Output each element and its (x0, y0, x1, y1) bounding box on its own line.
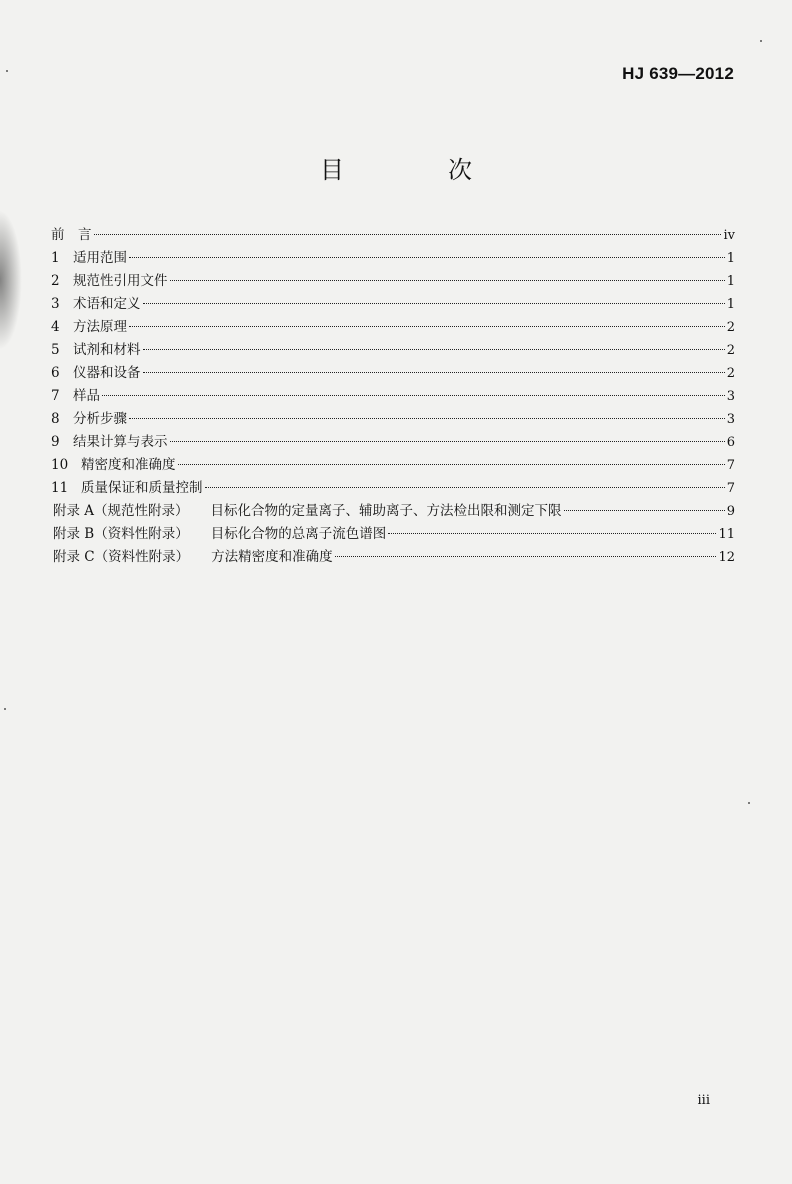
toc-entry-page: 6 (726, 435, 735, 450)
toc-leader-dots (143, 303, 725, 304)
toc-entry-number: 7 (51, 388, 60, 404)
toc-entry-label: 适用范围 (73, 250, 127, 266)
toc-entry-label: 术语和定义 (73, 296, 141, 312)
scan-speck (748, 802, 750, 804)
toc-appendix-label (51, 500, 562, 523)
toc-entry-label: 仪器和设备 (73, 365, 141, 381)
toc-leader-dots (102, 395, 725, 396)
toc-entry[interactable] (51, 454, 735, 477)
toc-leader-dots (129, 326, 725, 327)
toc-entry-page: 1 (726, 251, 735, 266)
toc-entry-page: 2 (726, 366, 735, 381)
toc-entry-number: 4 (51, 319, 60, 335)
toc-entry[interactable] (51, 385, 735, 408)
toc-leader-dots (129, 418, 725, 419)
toc-appendix-prefix: 附录 B（资料性附录） (53, 526, 189, 542)
toc-entry-label: 质量保证和质量控制 (81, 480, 203, 496)
scan-speck (4, 708, 6, 710)
toc-entry-label: 结果计算与表示 (73, 434, 168, 450)
toc-leader-dots (143, 372, 725, 373)
toc-leader-dots (178, 464, 725, 465)
scan-speck (6, 70, 8, 72)
toc-appendix-title: 目标化合物的总离子流色谱图 (210, 526, 387, 542)
toc-entry-label: 精密度和准确度 (81, 457, 176, 473)
toc-entry-number: 11 (51, 480, 69, 496)
table-of-contents (51, 224, 735, 569)
toc-entry-label: 方法原理 (73, 319, 127, 335)
toc-entry[interactable] (51, 431, 735, 454)
toc-leader-dots (143, 349, 725, 350)
toc-appendix-title: 方法精密度和准确度 (211, 549, 333, 565)
toc-leader-dots (564, 510, 725, 511)
toc-entry[interactable] (51, 477, 735, 500)
toc-entry-number: 9 (51, 434, 60, 450)
toc-entry-label: 样品 (73, 388, 100, 404)
toc-appendix-entry[interactable] (51, 546, 735, 569)
toc-entry-page: 9 (726, 504, 735, 519)
toc-entry-number: 2 (51, 273, 60, 289)
toc-entry-page: 2 (726, 343, 735, 358)
toc-entry-label: 前 言 (51, 227, 92, 243)
toc-entry-page: 11 (718, 527, 735, 542)
toc-entry-page: 12 (718, 550, 735, 565)
toc-entry-number: 5 (51, 342, 60, 358)
toc-entry-number: 10 (51, 457, 69, 473)
toc-entry-page: 1 (726, 274, 735, 289)
toc-entry-page: 7 (726, 458, 735, 473)
scan-speck (760, 40, 762, 42)
toc-entry-page: 2 (726, 320, 735, 335)
standard-number: HJ 639—2012 (622, 64, 734, 83)
toc-entry[interactable] (51, 247, 735, 270)
toc-appendix-title: 目标化合物的定量离子、辅助离子、方法检出限和测定下限 (210, 503, 562, 519)
page-title: 目 次 (320, 156, 512, 184)
toc-appendix-label (51, 546, 333, 569)
toc-entry-label: 试剂和材料 (73, 342, 141, 358)
toc-entry[interactable] (51, 339, 735, 362)
toc-entry[interactable] (51, 293, 735, 316)
toc-entry-page: iv (723, 228, 735, 243)
toc-leader-dots (129, 257, 725, 258)
toc-entry-page: 1 (726, 297, 735, 312)
toc-entry[interactable] (51, 224, 735, 247)
toc-leader-dots (170, 441, 725, 442)
toc-leader-dots (205, 487, 725, 488)
toc-leader-dots (170, 280, 725, 281)
toc-entry-label: 分析步骤 (73, 411, 127, 427)
toc-entry-number: 8 (51, 411, 60, 427)
toc-entry-label: 规范性引用文件 (73, 273, 168, 289)
toc-appendix-prefix: 附录 A（规范性附录） (53, 503, 189, 519)
page-number: iii (697, 1093, 710, 1108)
toc-entry-page: 3 (726, 389, 735, 404)
toc-entry-page: 3 (726, 412, 735, 427)
toc-appendix-entry[interactable] (51, 523, 735, 546)
toc-entry-number: 1 (51, 250, 60, 266)
toc-leader-dots (388, 533, 716, 534)
toc-entry-page: 7 (726, 481, 735, 496)
toc-entry[interactable] (51, 316, 735, 339)
toc-entry[interactable] (51, 270, 735, 293)
toc-leader-dots (94, 234, 722, 235)
scan-shadow (0, 210, 22, 350)
toc-appendix-entry[interactable] (51, 500, 735, 523)
toc-entry-number: 3 (51, 296, 60, 312)
toc-appendix-label (51, 523, 386, 546)
toc-leader-dots (335, 556, 717, 557)
toc-entry-number: 6 (51, 365, 60, 381)
toc-entry[interactable] (51, 408, 735, 431)
toc-appendix-prefix: 附录 C（资料性附录） (53, 549, 190, 565)
toc-entry[interactable] (51, 362, 735, 385)
